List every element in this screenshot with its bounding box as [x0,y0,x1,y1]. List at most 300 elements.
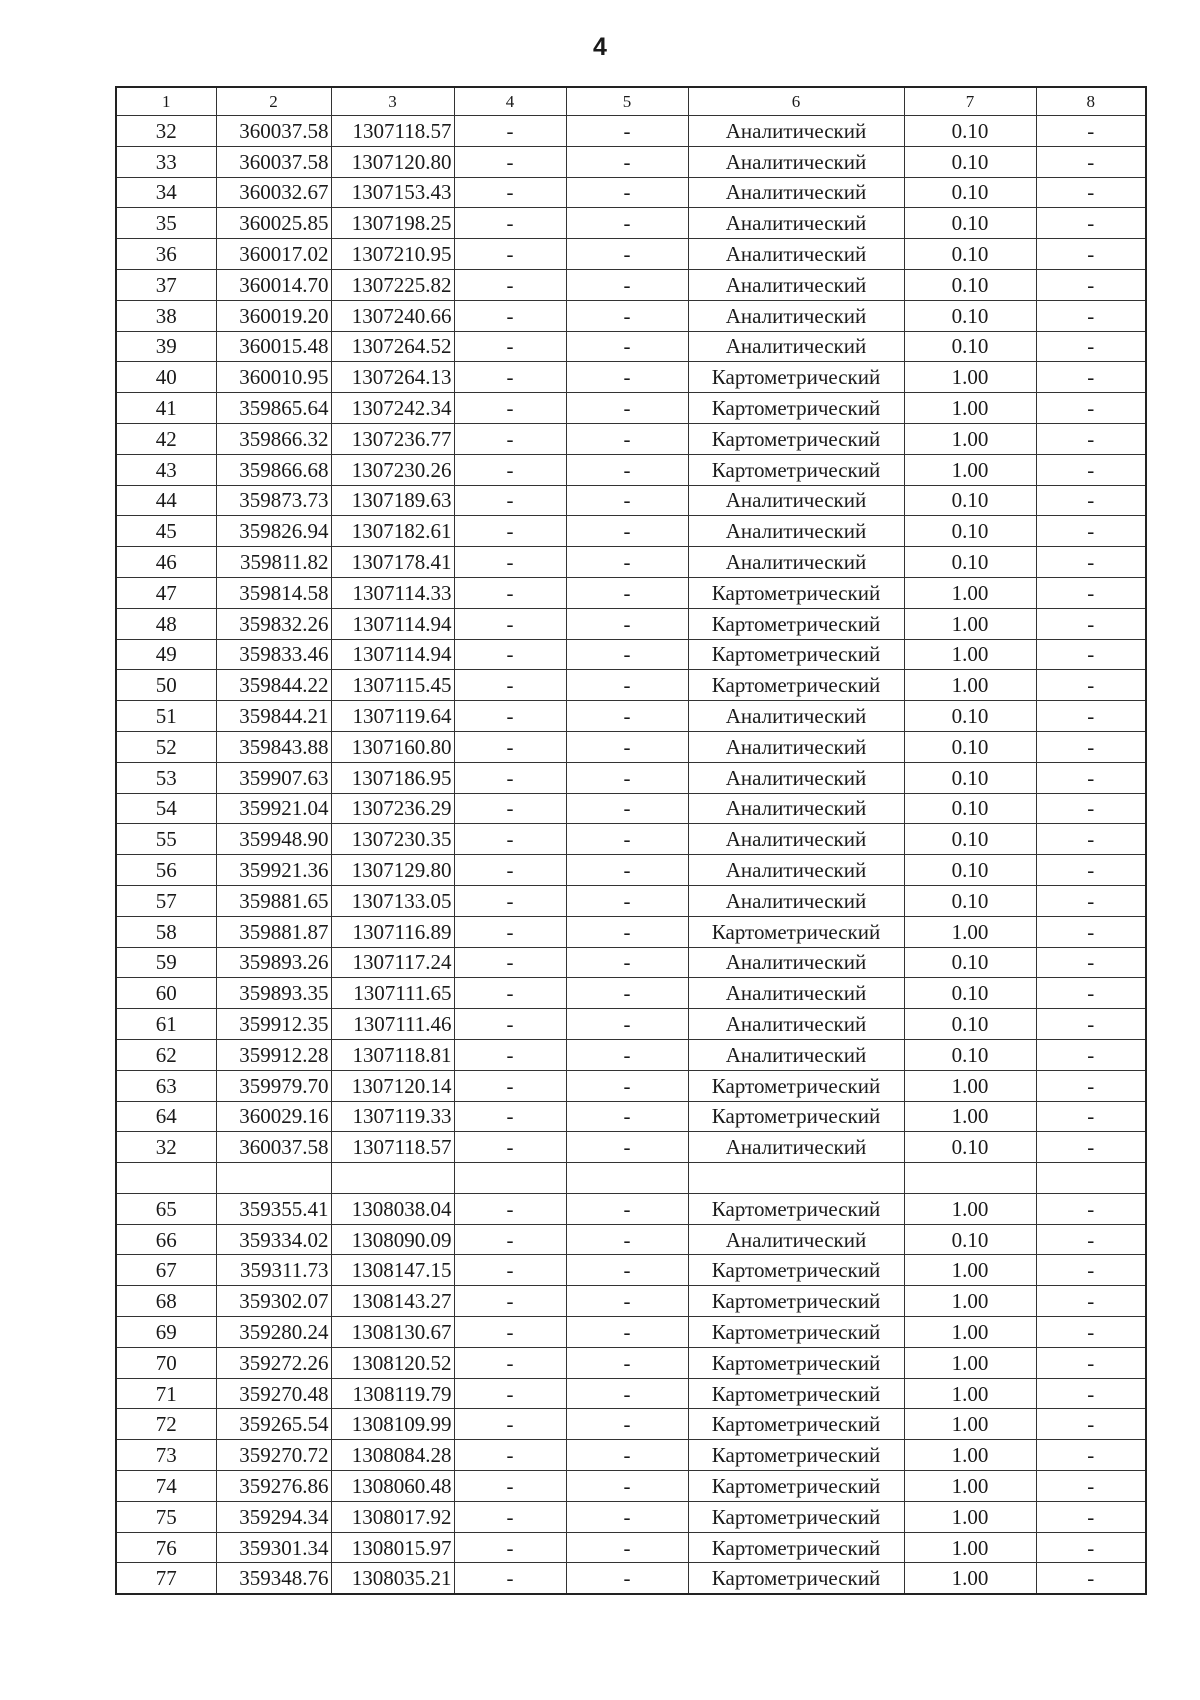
y-coordinate-cell: 1308084.28 [331,1440,454,1471]
method-cell: Картометрический [688,1255,904,1286]
table-row [116,978,1146,1009]
col5-cell: - [566,485,688,516]
y-coordinate-cell: 1308130.67 [331,1317,454,1348]
x-coordinate-cell: 360017.02 [216,239,331,270]
accuracy-cell: 1.00 [904,639,1036,670]
x-coordinate-cell: 359843.88 [216,731,331,762]
table-row [116,1317,1146,1348]
col4-cell: - [454,300,566,331]
x-coordinate-cell: 359276.86 [216,1471,331,1502]
accuracy-cell: 0.10 [904,269,1036,300]
column-header: 5 [566,87,688,116]
method-cell: Картометрический [688,362,904,393]
col4-cell: - [454,1532,566,1563]
col5-cell: - [566,1193,688,1224]
column-header: 4 [454,87,566,116]
y-coordinate-cell: 1307189.63 [331,485,454,516]
method-cell: Картометрический [688,1409,904,1440]
table-row [116,1009,1146,1040]
col8-cell: - [1036,1563,1146,1594]
x-coordinate-cell: 360014.70 [216,269,331,300]
point-number-cell: 45 [116,516,216,547]
col5-cell: - [566,1378,688,1409]
column-header: 7 [904,87,1036,116]
col5-cell: - [566,1224,688,1255]
accuracy-cell: 1.00 [904,1193,1036,1224]
x-coordinate-cell: 360032.67 [216,177,331,208]
accuracy-cell: 1.00 [904,1347,1036,1378]
y-coordinate-cell: 1307120.14 [331,1070,454,1101]
col5-cell: - [566,269,688,300]
col8-cell: - [1036,916,1146,947]
col4-cell: - [454,1440,566,1471]
col4-cell: - [454,454,566,485]
y-coordinate-cell: 1307236.29 [331,793,454,824]
x-coordinate-cell: 359265.54 [216,1409,331,1440]
col4-cell: - [454,485,566,516]
col8-cell: - [1036,855,1146,886]
accuracy-cell: 1.00 [904,608,1036,639]
y-coordinate-cell: 1307115.45 [331,670,454,701]
y-coordinate-cell: 1308015.97 [331,1532,454,1563]
point-number-cell: 55 [116,824,216,855]
col4-cell: - [454,701,566,732]
accuracy-cell: 0.10 [904,208,1036,239]
col4-cell: - [454,146,566,177]
col4-cell: - [454,177,566,208]
point-number-cell: 39 [116,331,216,362]
x-coordinate-cell: 359907.63 [216,762,331,793]
col4-cell: - [454,947,566,978]
col8-cell: - [1036,978,1146,1009]
col4-cell: - [454,208,566,239]
col5-cell: - [566,1440,688,1471]
point-number-cell: 47 [116,577,216,608]
col4-cell: - [454,362,566,393]
point-number-cell: 75 [116,1501,216,1532]
col5-cell: - [566,146,688,177]
col4-cell: - [454,116,566,147]
col5-cell: - [566,362,688,393]
col8-cell: - [1036,1409,1146,1440]
col4-cell: - [454,670,566,701]
column-header: 1 [116,87,216,116]
x-coordinate-cell: 359873.73 [216,485,331,516]
col4-cell: - [454,1347,566,1378]
accuracy-cell: 1.00 [904,1532,1036,1563]
y-coordinate-cell: 1308035.21 [331,1563,454,1594]
table-row [116,516,1146,547]
method-cell: Картометрический [688,393,904,424]
accuracy-cell: 1.00 [904,1440,1036,1471]
table-row [116,1440,1146,1471]
point-number-cell: 59 [116,947,216,978]
col8-cell: - [1036,885,1146,916]
y-coordinate-cell: 1307129.80 [331,855,454,886]
col5-cell [566,1163,688,1194]
x-coordinate-cell: 360037.58 [216,1132,331,1163]
method-cell: Картометрический [688,1317,904,1348]
col8-cell: - [1036,485,1146,516]
col4-cell: - [454,1009,566,1040]
col5-cell: - [566,1563,688,1594]
point-number-cell: 32 [116,116,216,147]
col8-cell: - [1036,1378,1146,1409]
y-coordinate-cell: 1307111.65 [331,978,454,1009]
x-coordinate-cell: 360025.85 [216,208,331,239]
method-cell: Картометрический [688,1501,904,1532]
table-row [116,855,1146,886]
accuracy-cell: 0.10 [904,978,1036,1009]
x-coordinate-cell: 359355.41 [216,1193,331,1224]
col5-cell: - [566,793,688,824]
accuracy-cell: 1.00 [904,454,1036,485]
col4-cell: - [454,1070,566,1101]
col5-cell: - [566,701,688,732]
col5-cell: - [566,1286,688,1317]
col5-cell: - [566,577,688,608]
y-coordinate-cell: 1307264.13 [331,362,454,393]
x-coordinate-cell: 359881.65 [216,885,331,916]
col8-cell: - [1036,639,1146,670]
column-header: 6 [688,87,904,116]
col4-cell: - [454,608,566,639]
method-cell: Картометрический [688,454,904,485]
accuracy-cell: 1.00 [904,1255,1036,1286]
point-number-cell: 56 [116,855,216,886]
col4-cell: - [454,762,566,793]
point-number-cell [116,1163,216,1194]
method-cell: Аналитический [688,300,904,331]
x-coordinate-cell: 359814.58 [216,577,331,608]
y-coordinate-cell: 1307230.26 [331,454,454,485]
point-number-cell: 62 [116,1039,216,1070]
accuracy-cell: 1.00 [904,670,1036,701]
col5-cell: - [566,1101,688,1132]
table-row [116,362,1146,393]
table-row [116,1532,1146,1563]
method-cell: Аналитический [688,485,904,516]
col8-cell: - [1036,1224,1146,1255]
table-row [116,885,1146,916]
x-coordinate-cell: 359893.26 [216,947,331,978]
col8-cell: - [1036,670,1146,701]
point-number-cell: 36 [116,239,216,270]
accuracy-cell: 0.10 [904,239,1036,270]
col5-cell: - [566,1255,688,1286]
x-coordinate-cell: 359833.46 [216,639,331,670]
col4-cell: - [454,423,566,454]
method-cell: Картометрический [688,916,904,947]
x-coordinate-cell: 359270.72 [216,1440,331,1471]
table-row [116,1163,1146,1194]
table-row [116,1378,1146,1409]
accuracy-cell: 1.00 [904,1378,1036,1409]
accuracy-cell: 1.00 [904,1471,1036,1502]
table-row [116,208,1146,239]
point-number-cell: 41 [116,393,216,424]
col4-cell: - [454,577,566,608]
col5-cell: - [566,516,688,547]
col8-cell [1036,1163,1146,1194]
col8-cell: - [1036,947,1146,978]
method-cell: Картометрический [688,1286,904,1317]
table-row [116,1039,1146,1070]
y-coordinate-cell: 1308109.99 [331,1409,454,1440]
y-coordinate-cell: 1307114.94 [331,608,454,639]
accuracy-cell: 0.10 [904,1039,1036,1070]
y-coordinate-cell: 1307118.57 [331,116,454,147]
x-coordinate-cell [216,1163,331,1194]
col8-cell: - [1036,1286,1146,1317]
method-cell: Аналитический [688,824,904,855]
x-coordinate-cell: 360015.48 [216,331,331,362]
accuracy-cell: 1.00 [904,1563,1036,1594]
table-row [116,116,1146,147]
point-number-cell: 43 [116,454,216,485]
col8-cell: - [1036,577,1146,608]
x-coordinate-cell: 359826.94 [216,516,331,547]
accuracy-cell [904,1163,1036,1194]
col5-cell: - [566,1039,688,1070]
col4-cell: - [454,824,566,855]
point-number-cell: 34 [116,177,216,208]
point-number-cell: 38 [116,300,216,331]
x-coordinate-cell: 359844.21 [216,701,331,732]
x-coordinate-cell: 359865.64 [216,393,331,424]
table-row [116,300,1146,331]
y-coordinate-cell: 1308120.52 [331,1347,454,1378]
point-number-cell: 77 [116,1563,216,1594]
accuracy-cell: 0.10 [904,1132,1036,1163]
col5-cell: - [566,670,688,701]
table-row [116,1286,1146,1317]
col8-cell: - [1036,793,1146,824]
col4-cell: - [454,916,566,947]
col4-cell: - [454,1224,566,1255]
method-cell: Аналитический [688,855,904,886]
point-number-cell: 51 [116,701,216,732]
col8-cell: - [1036,239,1146,270]
x-coordinate-cell: 359301.34 [216,1532,331,1563]
y-coordinate-cell: 1307153.43 [331,177,454,208]
accuracy-cell: 0.10 [904,177,1036,208]
accuracy-cell: 1.00 [904,362,1036,393]
accuracy-cell: 1.00 [904,1286,1036,1317]
col4-cell: - [454,978,566,1009]
col5-cell: - [566,116,688,147]
point-number-cell: 69 [116,1317,216,1348]
col8-cell: - [1036,208,1146,239]
col8-cell: - [1036,423,1146,454]
col5-cell: - [566,824,688,855]
accuracy-cell: 1.00 [904,1501,1036,1532]
x-coordinate-cell: 359866.68 [216,454,331,485]
accuracy-cell: 0.10 [904,885,1036,916]
x-coordinate-cell: 359302.07 [216,1286,331,1317]
method-cell: Аналитический [688,731,904,762]
table-row [116,485,1146,516]
x-coordinate-cell: 359844.22 [216,670,331,701]
accuracy-cell: 0.10 [904,701,1036,732]
point-number-cell: 35 [116,208,216,239]
col4-cell: - [454,639,566,670]
point-number-cell: 66 [116,1224,216,1255]
accuracy-cell: 1.00 [904,1317,1036,1348]
table-row [116,670,1146,701]
col8-cell: - [1036,116,1146,147]
point-number-cell: 33 [116,146,216,177]
table-row [116,239,1146,270]
method-cell: Картометрический [688,1563,904,1594]
col5-cell: - [566,1009,688,1040]
point-number-cell: 63 [116,1070,216,1101]
point-number-cell: 72 [116,1409,216,1440]
method-cell: Картометрический [688,1347,904,1378]
column-header: 8 [1036,87,1146,116]
method-cell: Картометрический [688,670,904,701]
col5-cell: - [566,978,688,1009]
method-cell: Аналитический [688,331,904,362]
method-cell: Аналитический [688,1224,904,1255]
accuracy-cell: 0.10 [904,146,1036,177]
point-number-cell: 76 [116,1532,216,1563]
accuracy-cell: 0.10 [904,762,1036,793]
accuracy-cell: 0.10 [904,1009,1036,1040]
col8-cell: - [1036,1132,1146,1163]
col4-cell: - [454,1501,566,1532]
table-row [116,454,1146,485]
x-coordinate-cell: 359979.70 [216,1070,331,1101]
x-coordinate-cell: 359921.04 [216,793,331,824]
col4-cell: - [454,855,566,886]
col4-cell: - [454,731,566,762]
point-number-cell: 54 [116,793,216,824]
header-row [116,87,1146,116]
method-cell: Аналитический [688,116,904,147]
col8-cell: - [1036,454,1146,485]
method-cell: Аналитический [688,1009,904,1040]
col5-cell: - [566,547,688,578]
col5-cell: - [566,393,688,424]
accuracy-cell: 1.00 [904,393,1036,424]
col5-cell: - [566,208,688,239]
col8-cell: - [1036,1317,1146,1348]
y-coordinate-cell: 1307111.46 [331,1009,454,1040]
point-number-cell: 58 [116,916,216,947]
y-coordinate-cell: 1307225.82 [331,269,454,300]
x-coordinate-cell: 359272.26 [216,1347,331,1378]
point-number-cell: 48 [116,608,216,639]
method-cell: Аналитический [688,762,904,793]
point-number-cell: 71 [116,1378,216,1409]
x-coordinate-cell: 360010.95 [216,362,331,393]
y-coordinate-cell: 1307230.35 [331,824,454,855]
x-coordinate-cell: 359893.35 [216,978,331,1009]
method-cell: Картометрический [688,1070,904,1101]
method-cell: Аналитический [688,793,904,824]
page-number: 4 [593,33,607,61]
method-cell: Картометрический [688,423,904,454]
col5-cell: - [566,639,688,670]
col4-cell: - [454,393,566,424]
col5-cell: - [566,1532,688,1563]
col5-cell: - [566,1070,688,1101]
x-coordinate-cell: 359334.02 [216,1224,331,1255]
accuracy-cell: 1.00 [904,423,1036,454]
column-header: 2 [216,87,331,116]
col4-cell: - [454,885,566,916]
method-cell: Картометрический [688,1101,904,1132]
col8-cell: - [1036,393,1146,424]
col8-cell: - [1036,1101,1146,1132]
y-coordinate-cell: 1307119.33 [331,1101,454,1132]
point-number-cell: 40 [116,362,216,393]
x-coordinate-cell: 359348.76 [216,1563,331,1594]
point-number-cell: 42 [116,423,216,454]
col8-cell: - [1036,1009,1146,1040]
x-coordinate-cell: 359811.82 [216,547,331,578]
table-row [116,793,1146,824]
col4-cell [454,1163,566,1194]
col5-cell: - [566,885,688,916]
accuracy-cell: 0.10 [904,116,1036,147]
table-row [116,177,1146,208]
col4-cell: - [454,239,566,270]
method-cell: Аналитический [688,177,904,208]
accuracy-cell: 0.10 [904,731,1036,762]
col5-cell: - [566,916,688,947]
col5-cell: - [566,947,688,978]
method-cell: Аналитический [688,269,904,300]
point-number-cell: 61 [116,1009,216,1040]
col5-cell: - [566,239,688,270]
table-row [116,762,1146,793]
table-row [116,1347,1146,1378]
accuracy-cell: 0.10 [904,516,1036,547]
col5-cell: - [566,1132,688,1163]
col4-cell: - [454,1039,566,1070]
y-coordinate-cell: 1307114.94 [331,639,454,670]
y-coordinate-cell: 1307264.52 [331,331,454,362]
col4-cell: - [454,1193,566,1224]
accuracy-cell: 1.00 [904,1070,1036,1101]
point-number-cell: 49 [116,639,216,670]
table-row [116,824,1146,855]
col5-cell: - [566,608,688,639]
table-row [116,1471,1146,1502]
point-number-cell: 46 [116,547,216,578]
x-coordinate-cell: 359912.35 [216,1009,331,1040]
y-coordinate-cell: 1307198.25 [331,208,454,239]
table-row [116,146,1146,177]
col8-cell: - [1036,701,1146,732]
x-coordinate-cell: 359832.26 [216,608,331,639]
accuracy-cell: 0.10 [904,1224,1036,1255]
y-coordinate-cell: 1307114.33 [331,577,454,608]
col5-cell: - [566,1409,688,1440]
point-number-cell: 57 [116,885,216,916]
col8-cell: - [1036,1347,1146,1378]
table-row [116,393,1146,424]
accuracy-cell: 0.10 [904,331,1036,362]
y-coordinate-cell: 1307236.77 [331,423,454,454]
point-number-cell: 68 [116,1286,216,1317]
col5-cell: - [566,1501,688,1532]
accuracy-cell: 0.10 [904,947,1036,978]
y-coordinate-cell: 1308147.15 [331,1255,454,1286]
table-row [116,1101,1146,1132]
